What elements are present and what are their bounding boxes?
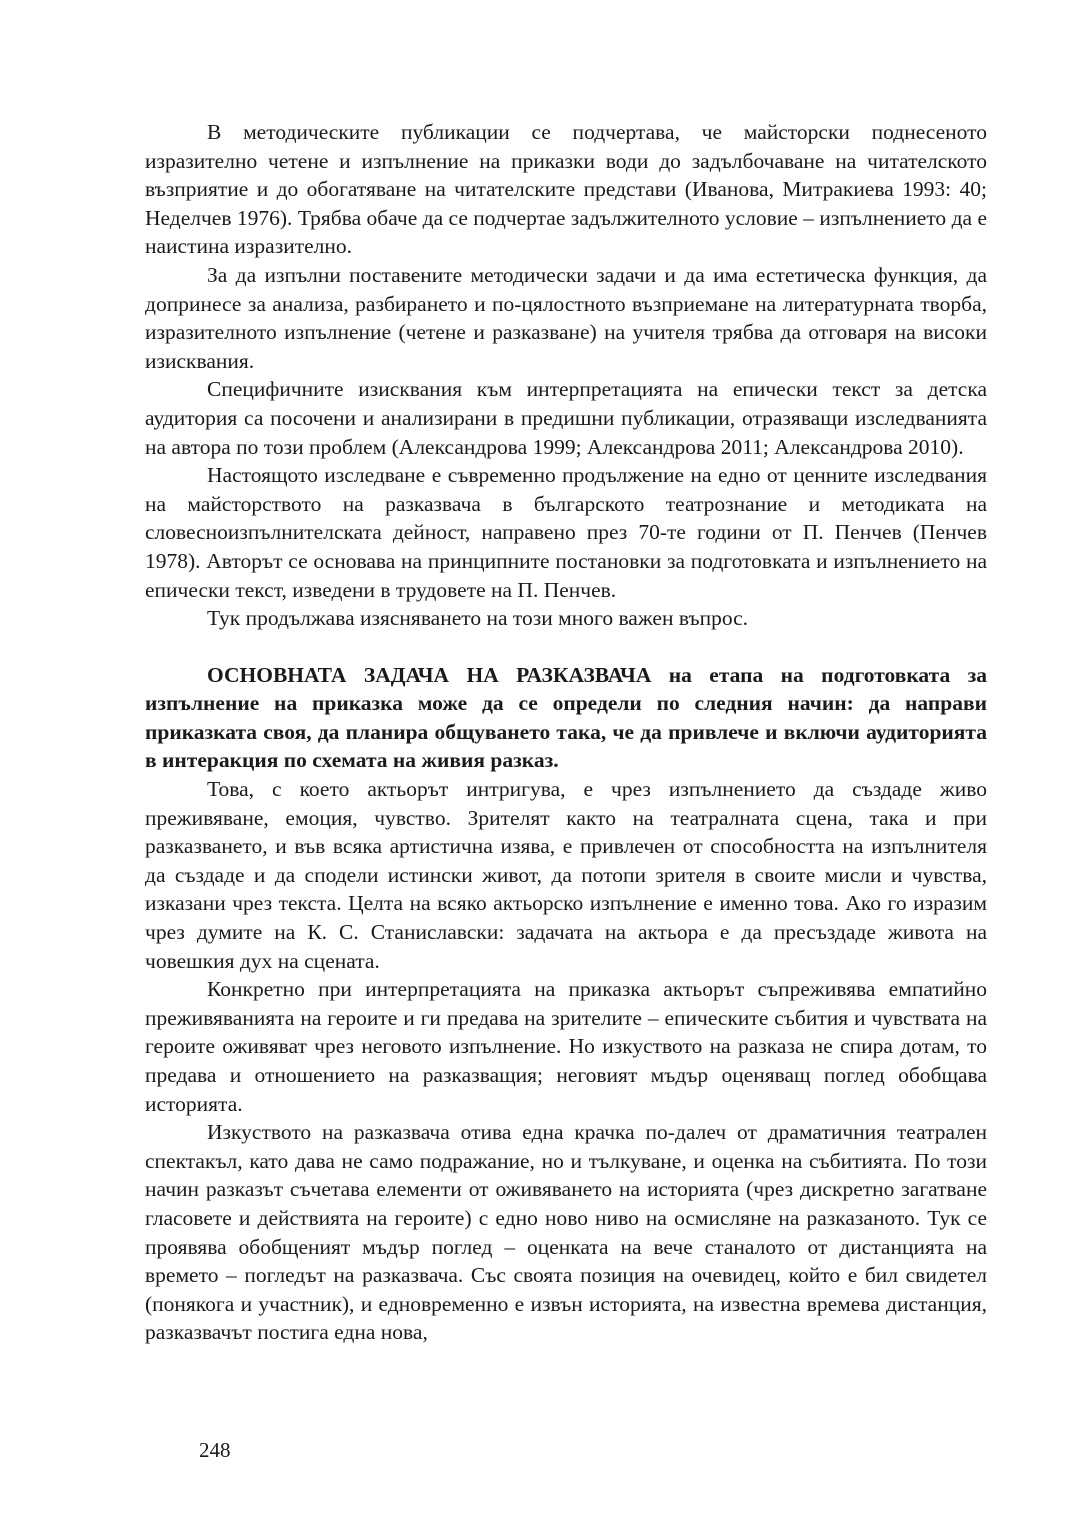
page-number: 248 bbox=[199, 1438, 231, 1462]
paragraph: Това, с което актьорът интригува, е чрез изпълнението да създаде живо преживяване, емоция, чувство. Зрителят както на театралната сцена, така и при разказването, и във всяка артистична изява, е привлечен от способността на изпълнителя да създаде и да сподели истински живот, да потопи зрителя в своите мисли и чувства, изказани чрез текста. Целта на всяко актьорско изпълнение е именно това. Ако го изразим чрез думите на К. С. Станиславски: задачата на актьора е да пресъздаде живота на човешкия дух на сцената. bbox=[145, 777, 987, 973]
paragraph: Тук продължава изясняването на този много важен въпрос. bbox=[207, 606, 749, 631]
paragraph: Изкуството на разказвача отива една крачка по-далеч от драматичния театрален спектакъл, като дава не само подражание, но и тълкуване, и оценка на събитията. По този начин разказът съчетава елементи от оживяването на историята (чрез дискретно загатване гласовете и действията на героите) с едно ново ниво на осмисляне на разказаното. Тук се проявява обобщеният мъдър поглед – оценката на вече станалото от дистанцията на времето – погледът на разказвача. Със своята позиция на очевидец, който е бил свидетел (понякога и участник), и едновременно е извън историята, на известна времева дистанция, разказвачът постига една нова, bbox=[145, 1120, 987, 1345]
paragraph: В методическите публикации се подчертава, че майсторски поднесеното изразително четене и изпълнение на приказки води до задълбочаване на читателското възприятие и до обогатяване на читателските представи (Иванова, Митракиева 1993: 40; Неделчев 1976). Трябва обаче да се подчертае задължителното условие – изпълнението да е наистина изразително. bbox=[145, 120, 987, 259]
section-lead-bold: ОСНОВНАТА ЗАДАЧА НА РАЗКАЗВАЧА на етапа на подготовката за изпълнение на приказка може да се определи по следния начин: да направи приказката своя, да планира общуването така, че да привлече и включи аудиторията в интеракция по схемата на живия разказ. bbox=[145, 662, 987, 773]
document-page bbox=[145, 118, 987, 1347]
paragraph: Специфичните изисквания към интерпретацията на епически текст за детска аудитория са посочени и анализирани в предишни публикации, отразяващи изследванията на автора по този проблем (Александрова 1999; Александрова 2011; Александрова 2010). bbox=[145, 377, 987, 459]
paragraph: Настоящото изследване е съвременно продължение на едно от ценните изследвания на майсторството на разказвача в българското театрознание и методиката на словесноизпълнителската дейност, направено през 70-те години от П. Пенчев (Пенчев 1978). Авторът се основава на принципните постановки за подготовката и изпълнението на епически текст, изведени в трудовете на П. Пенчев. bbox=[145, 463, 987, 602]
paragraph: За да изпълни поставените методически задачи и да има естетическа функция, да допринесе за анализа, разбирането и по-цялостното възприемане на литературната творба, изразителното изпълнение (четене и разказване) на учителя трябва да отговаря на високи изисквания. bbox=[145, 262, 987, 373]
paragraph: Конкретно при интерпретацията на приказка актьорът съпреживява емпатийно преживяванията на героите и ги предава на зрителите – епическите събития и чувствата на героите оживяват чрез неговото изпълнение. Но изкуството на разказа не спира дотам, то предава и отношението на разказващия; неговият мъдър оценяващ поглед обобщава историята. bbox=[145, 977, 987, 1116]
